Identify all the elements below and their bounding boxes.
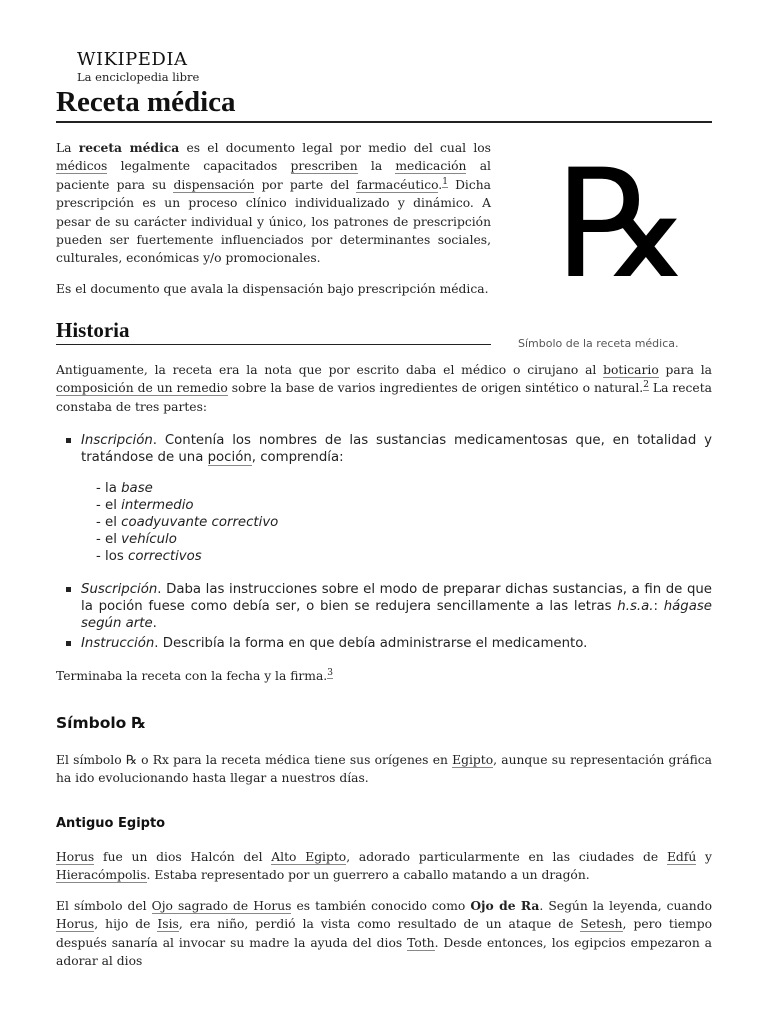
text: El símbolo ℞ o Rx para la receta médica tiene sus orígenes en: [56, 753, 453, 767]
text: Antiguamente, la receta era la nota que por escrito daba el médico o cirujano al: [56, 363, 604, 377]
text: , hijo de: [94, 917, 158, 932]
text: La: [56, 141, 79, 155]
link-composicion-remedio[interactable]: composición de un remedio: [56, 381, 228, 396]
logo-wordmark: WIKIPEDIA: [77, 49, 188, 70]
text: - el: [96, 498, 122, 513]
egipto-paragraph-1: [56, 848, 712, 885]
page-title: Receta médica: [56, 84, 712, 123]
link-boticario[interactable]: boticario: [603, 363, 659, 377]
rx-symbol-image[interactable]: ℞: [556, 138, 691, 312]
historia-paragraph: [56, 361, 712, 416]
link-horus[interactable]: Horus: [56, 850, 95, 864]
link-medicos[interactable]: médicos: [56, 159, 108, 174]
list-item: [56, 581, 712, 632]
sub-term: vehículo: [121, 532, 177, 547]
text: por parte del: [254, 177, 357, 192]
text: . Contenía los nombres de las sustancias medicamentosas que, en totalidad y tratándose de una: [81, 433, 712, 465]
text: , pero tiempo después sanaría al invocar su madre la ayuda del dios: [56, 917, 712, 950]
link-alto-egipto[interactable]: Alto Egipto: [271, 850, 347, 864]
text: y: [696, 850, 712, 864]
egipto-paragraph-2: [56, 897, 712, 971]
link-setesh[interactable]: Setesh: [580, 917, 623, 932]
text: El símbolo del: [56, 899, 152, 913]
intro-paragraph: [56, 139, 491, 268]
reference-3[interactable]: [327, 668, 333, 679]
simbolo-paragraph: [56, 751, 712, 788]
text: fue un dios Halcón del: [94, 850, 272, 864]
link-toth[interactable]: Toth: [407, 935, 435, 950]
list-term: Inscripción: [81, 433, 153, 448]
text: al paciente para su: [56, 159, 491, 192]
text: - el: [96, 532, 122, 547]
link-dispensacion[interactable]: dispensación: [173, 177, 255, 192]
link-medicacion[interactable]: medicación: [395, 159, 467, 174]
text: - la: [96, 481, 122, 496]
list-item: [56, 635, 712, 652]
sub-list-item: [96, 514, 712, 531]
text: , comprendía:: [251, 450, 344, 465]
text: , era niño, perdió la vista como resultado de un ataque de: [178, 917, 581, 932]
prescription-parts-list: [56, 432, 712, 652]
list-item: [56, 432, 712, 565]
text: . Según la leyenda, cuando: [539, 899, 712, 913]
bold-term: receta médica: [78, 140, 180, 155]
section-heading-antiguo-egipto: Antiguo Egipto: [56, 816, 166, 831]
reference-link[interactable]: 1: [442, 176, 448, 187]
text: es el documento legal por medio del cual los: [179, 141, 491, 155]
text: - los: [96, 549, 129, 564]
sub-term: intermedio: [121, 498, 194, 513]
text: , adorado particularmente en las ciudades de: [346, 850, 667, 864]
text: :: [653, 599, 664, 614]
list-term: Suscripción: [81, 582, 158, 597]
list-term: Instrucción: [81, 636, 155, 651]
wikipedia-logo[interactable]: [77, 50, 199, 84]
reference-link[interactable]: 3: [327, 668, 333, 678]
figure-caption: Símbolo de la receta médica.: [518, 337, 679, 350]
sub-list-item: [96, 548, 712, 565]
link-prescriben[interactable]: prescriben: [290, 159, 358, 174]
sub-term: correctivos: [128, 549, 202, 564]
sub-list-item: [96, 480, 712, 497]
text: - el: [96, 515, 122, 530]
link-ojo-sagrado-horus[interactable]: Ojo sagrado de Horus: [151, 899, 292, 913]
link-isis[interactable]: Isis: [157, 917, 179, 932]
text: para la: [658, 363, 712, 377]
sub-term: coadyuvante correctivo: [121, 515, 279, 530]
sub-term: base: [121, 481, 153, 496]
abbreviation: h.s.a.: [617, 599, 654, 614]
bold-term: Ojo de Ra: [470, 898, 540, 913]
text: Terminaba la receta con la fecha y la firma.: [56, 669, 328, 683]
historia-closing: [56, 667, 712, 685]
link-farmaceutico[interactable]: farmacéutico: [356, 177, 439, 192]
link-egipto[interactable]: Egipto: [452, 753, 494, 767]
text: Dicha prescripción es un proceso clínico individualizado y dinámico. A pesar de su carácter individual y único, los patrones de prescripción pueden ser fuertemente influenciados por determinantes sociales, culturales, económicas y/o promocionales.: [56, 177, 491, 266]
sub-list-item: [96, 497, 712, 514]
gloss: hágase según arte: [81, 599, 712, 631]
link-edfu[interactable]: Edfú: [666, 850, 697, 864]
text: .: [438, 177, 443, 192]
logo-tagline: La enciclopedia libre: [77, 70, 200, 84]
text: , aunque su representación gráfica ha ido evolucionando hasta llegar a nuestros días.: [56, 753, 712, 786]
link-pocion[interactable]: poción: [207, 450, 252, 465]
sub-list: [96, 480, 712, 565]
text: . Estaba representado por un guerrero a caballo matando a un dragón.: [146, 868, 590, 883]
text: es también conocido como: [291, 899, 471, 913]
link-horus-2[interactable]: Horus: [56, 917, 95, 932]
reference-link[interactable]: 2: [643, 380, 649, 391]
text: legalmente capacitados: [107, 159, 291, 174]
section-heading-simbolo: Símbolo ℞: [56, 714, 146, 732]
intro-paragraph-2: Es el documento que avala la dispensación bajo prescripción médica.: [56, 282, 489, 296]
section-heading-historia: Historia: [56, 316, 491, 345]
text: la: [357, 159, 396, 174]
text: . Desde entonces, los egipcios empezaron a adorar al dios: [56, 935, 712, 969]
text: . Daba las instrucciones sobre el modo de preparar dichas sustancias, a fin de que la poción fuese como debía ser, o bien se redujera sencillamente a las letras: [81, 582, 712, 614]
text: .: [152, 616, 157, 631]
text: . Describía la forma en que debía administrarse el medicamento.: [154, 636, 588, 651]
sub-list-item: [96, 531, 712, 548]
text: sobre la base de varios ingredientes de origen sintético o natural.: [227, 381, 644, 396]
text: La receta constaba de tres partes:: [56, 381, 712, 414]
link-hieracompolis[interactable]: Hieracómpolis: [56, 868, 147, 883]
